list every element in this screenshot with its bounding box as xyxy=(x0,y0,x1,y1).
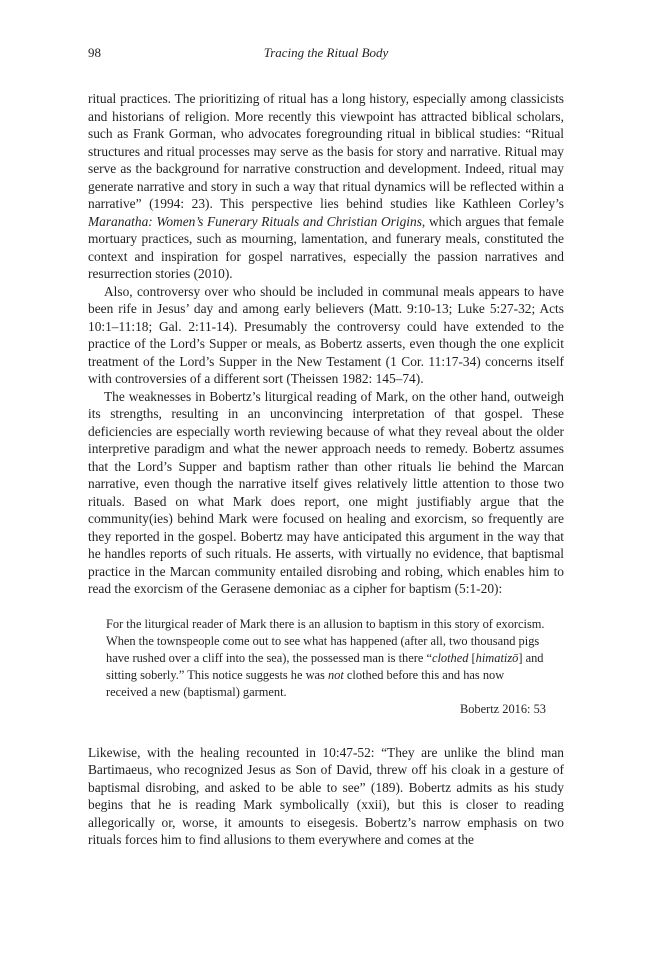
body-text xyxy=(88,90,564,849)
running-title: Tracing the Ritual Body xyxy=(263,45,389,60)
block-quote xyxy=(106,616,546,718)
paragraph-4: Likewise, with the healing recounted in 10:47-52: “They are unlike the blind man Bartimaeus, who recognized Jesus as Son of David, threw off his cloak in a gesture of baptismal disrobing, and asked to be able to see” (189). Bobertz admits as his study begins that he is reading Mark symbolically (xxii), but this is closer to reading allegorically or, worse, it amounts to eisegesis. Bobertz’s narrow emphasis on two rituals forces him to find allusions to them everywhere and comes at the xyxy=(88,744,564,847)
quote-italic-not: not xyxy=(327,667,344,682)
page-header xyxy=(88,45,564,65)
paragraph-1 xyxy=(88,90,564,283)
quote-text-a: For the liturgical reader of Mark there is an allusion to baptism in this story of exorcism. When the townspeople come out to see what has happened (after all, two thousand pigs have rushed over a cliff into the sea), the possessed man is there “ xyxy=(106,616,545,665)
quote-citation: Bobertz 2016: 53 xyxy=(459,701,546,716)
book-title-maranatha: Maranatha: Women’s Funerary Rituals and Christian Origins xyxy=(88,213,422,229)
quote-text-b: [ xyxy=(468,650,476,665)
quote-italic-clothed: clothed xyxy=(431,650,469,665)
paragraph-3: The weaknesses in Bobertz’s liturgical reading of Mark, on the other hand, outweigh its strengths, resulting in an unconvincing interpretation of that gospel. These deficiencies are especially worth reviewing because of what they reveal about the older interpretive paradigm and what the newer approach needs to remedy. Bobertz assumes that the Lord’s Supper and baptism rather than other rituals lie behind the Marcan narrative, even though the narrative itself gives relatively little attention to those two rituals. Based on what Mark does report, one might justifiably argue that the community(ies) behind Mark were focused on healing and exorcism, so frequently are they reported in the gospel. Bobertz may have anticipated this argument in the way that he handles reports of such rituals. He asserts, with virtually no evidence, that baptismal practice in the Marcan community entailed disrobing and robing, which enables him to read the exorcism of the Gerasene demoniac as a cipher for baptism (5:1-20): xyxy=(88,388,564,596)
quote-italic-greek: himatizō xyxy=(475,650,519,665)
paragraph-1-text-a: ritual practices. The prioritizing of ritual has a long history, especially among classicists and historians of religion. More recently this viewpoint has attracted biblical scholars, such as Frank Gorman, who advocates foregrounding ritual in biblical studies: “Ritual structures and ritual processes may serve as the basis for story and narrative. Ritual may serve as the background for narrative construction and development. Indeed, ritual may generate narrative and story in such a way that ritual dynamics will be reflected within a narrative” (1994: 23). This perspective lies behind studies like Kathleen Corley’s xyxy=(88,91,564,211)
paragraph-1-text-b: , which argues that female mortuary practices, such as mourning, lamentation, and funerary meals, constituted the context and inspiration for gospel narratives, especially the passion narratives and resurrection stories (2010). xyxy=(88,213,564,281)
quote-text-c: ] and sitting soberly.” This notice suggests he was xyxy=(106,650,544,682)
quote-text-d: clothed before this and has now received a new (baptismal) garment. xyxy=(106,667,505,699)
page-number: 98 xyxy=(88,45,101,60)
block-quote-text xyxy=(106,616,546,701)
paragraph-2: Also, controversy over who should be included in communal meals appears to have been rife in Jesus’ day and among early believers (Matt. 9:10-13; Luke 5:27-32; Acts 10:1–11:18; Gal. 2:11-14). Presumably the controversy could have extended to the practice of the Lord’s Supper or meals, as Bobertz asserts, even though the one explicit treatment of the Lord’s Supper in the New Testament (1 Cor. 11:17-34) concerns itself with controversies of a different sort (Theissen 1982: 145–74). xyxy=(88,283,564,386)
